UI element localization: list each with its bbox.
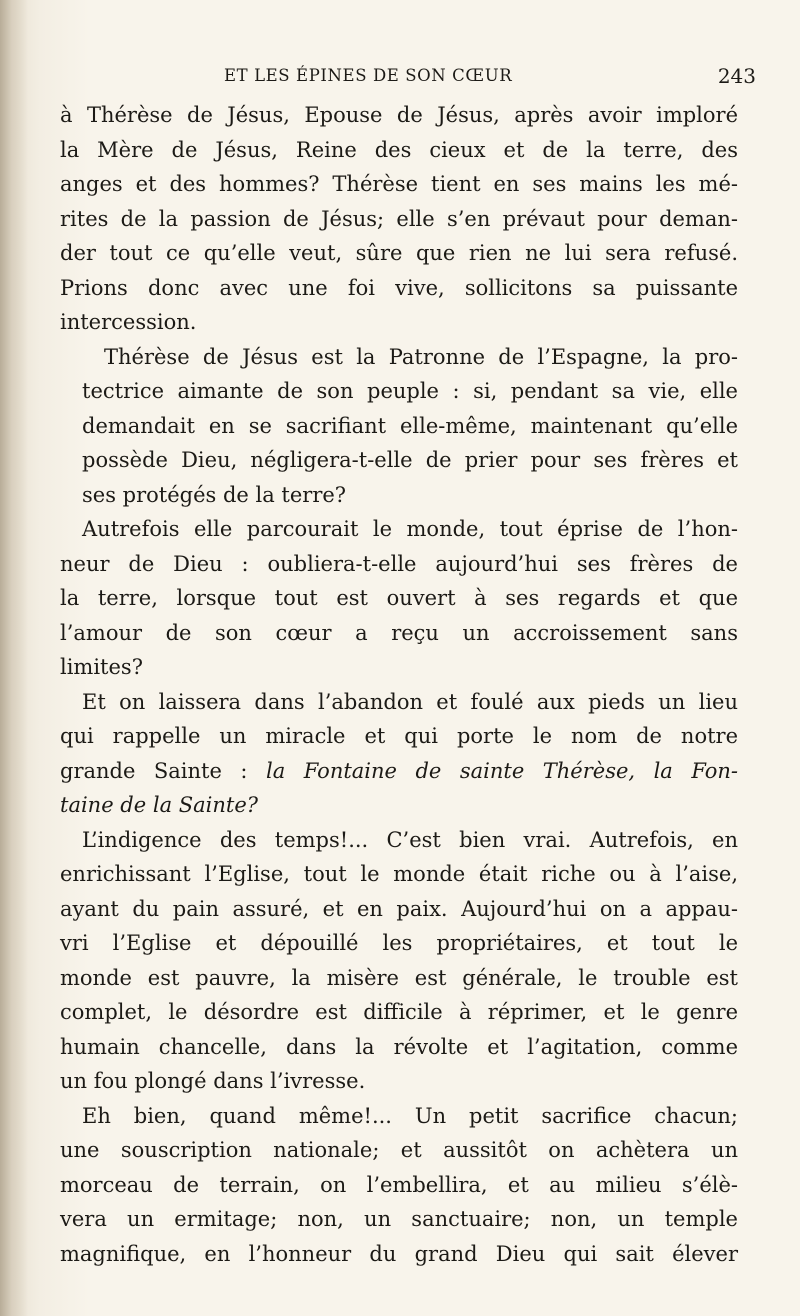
italic-title-end: taine de la Sainte? [60, 793, 259, 817]
italic-title: la Fontaine de sainte Thérèse, la Fon- [266, 758, 739, 783]
paragraph [60, 1099, 738, 1272]
text-line: limites? [60, 655, 143, 679]
page-number: 243 [717, 64, 756, 88]
text-line: Autrefois elle parcourait le monde, tout éprise de l’hon- [82, 517, 738, 541]
running-head [56, 66, 756, 96]
text-line: intercession. [60, 310, 197, 334]
text-line: L’indigence des temps!... C’est bien vrai. Autrefois, en [82, 827, 738, 852]
text-line: ayant du pain assuré, et en paix. Aujourd’hui on a appau- [60, 896, 738, 921]
text-line: l’amour de son cœur a reçu un accroissement sans [60, 620, 738, 645]
text-line: monde est pauvre, la misère est générale, le trouble est [60, 965, 738, 990]
text-line: Thérèse de Jésus est la Patronne de l’Espagne, la pro- [104, 344, 738, 369]
text-line: complet, le désordre est difficile à réprimer, et le genre [60, 1000, 738, 1024]
paragraph [60, 512, 738, 685]
text-line: der tout ce qu’elle veut, sûre que rien ne lui sera refusé. [60, 241, 738, 265]
text-line: vri l’Eglise et dépouillé les propriétaires, et tout le [60, 931, 738, 955]
body-text [60, 98, 738, 1271]
text-line: anges et des hommes? Thérèse tient en ses mains les mé- [60, 172, 738, 196]
text-line: qui rappelle un miracle et qui porte le nom de notre [60, 724, 738, 748]
text-line: tectrice aimante de son peuple : si, pendant sa vie, elle [82, 379, 738, 403]
paragraph [60, 685, 738, 823]
text-line: une souscription nationale; et aussitôt on achètera un [60, 1138, 738, 1162]
text-line: la terre, lorsque tout est ouvert à ses regards et que [60, 586, 738, 610]
text-line: à Thérèse de Jésus, Epouse de Jésus, après avoir imploré [60, 103, 738, 127]
paragraph [60, 340, 738, 513]
text-line: possède Dieu, négligera-t-elle de prier pour ses frères et [82, 448, 738, 472]
text-line: enrichissant l’Eglise, tout le monde était riche ou à l’aise, [60, 862, 738, 886]
paragraph [60, 823, 738, 1099]
text-line: demandait en se sacrifiant elle-même, maintenant qu’elle [82, 413, 738, 438]
binding-shadow [0, 0, 28, 1316]
text-line: vera un ermitage; non, un sanctuaire; non, un temple [60, 1207, 738, 1231]
text-line: neur de Dieu : oubliera-t-elle aujourd’hui ses frères de [60, 551, 738, 576]
text-line: rites de la passion de Jésus; elle s’en prévaut pour deman- [60, 206, 738, 231]
text-line: humain chancelle, dans la révolte et l’agitation, comme [60, 1034, 738, 1059]
paragraph [60, 98, 738, 340]
text-line: un fou plongé dans l’ivresse. [60, 1069, 366, 1093]
text-line: Et on laissera dans l’abandon et foulé aux pieds un lieu [82, 689, 738, 714]
text-line: ses protégés de la terre? [82, 482, 347, 507]
text-line: la Mère de Jésus, Reine des cieux et de la terre, des [60, 137, 738, 162]
text-line: magnifique, en l’honneur du grand Dieu qui sait élever [60, 1241, 738, 1266]
text-segment: grande Sainte : [60, 758, 267, 783]
running-title: ET LES ÉPINES DE SON CŒUR [224, 66, 513, 85]
text-line: morceau de terrain, on l’embellira, et au milieu s’élè- [60, 1172, 738, 1197]
text-line-mixed [60, 754, 738, 789]
text-line: Eh bien, quand même!... Un petit sacrifice chacun; [82, 1103, 738, 1128]
text-line: Prions donc avec une foi vive, sollicitons sa puissante [60, 275, 738, 300]
